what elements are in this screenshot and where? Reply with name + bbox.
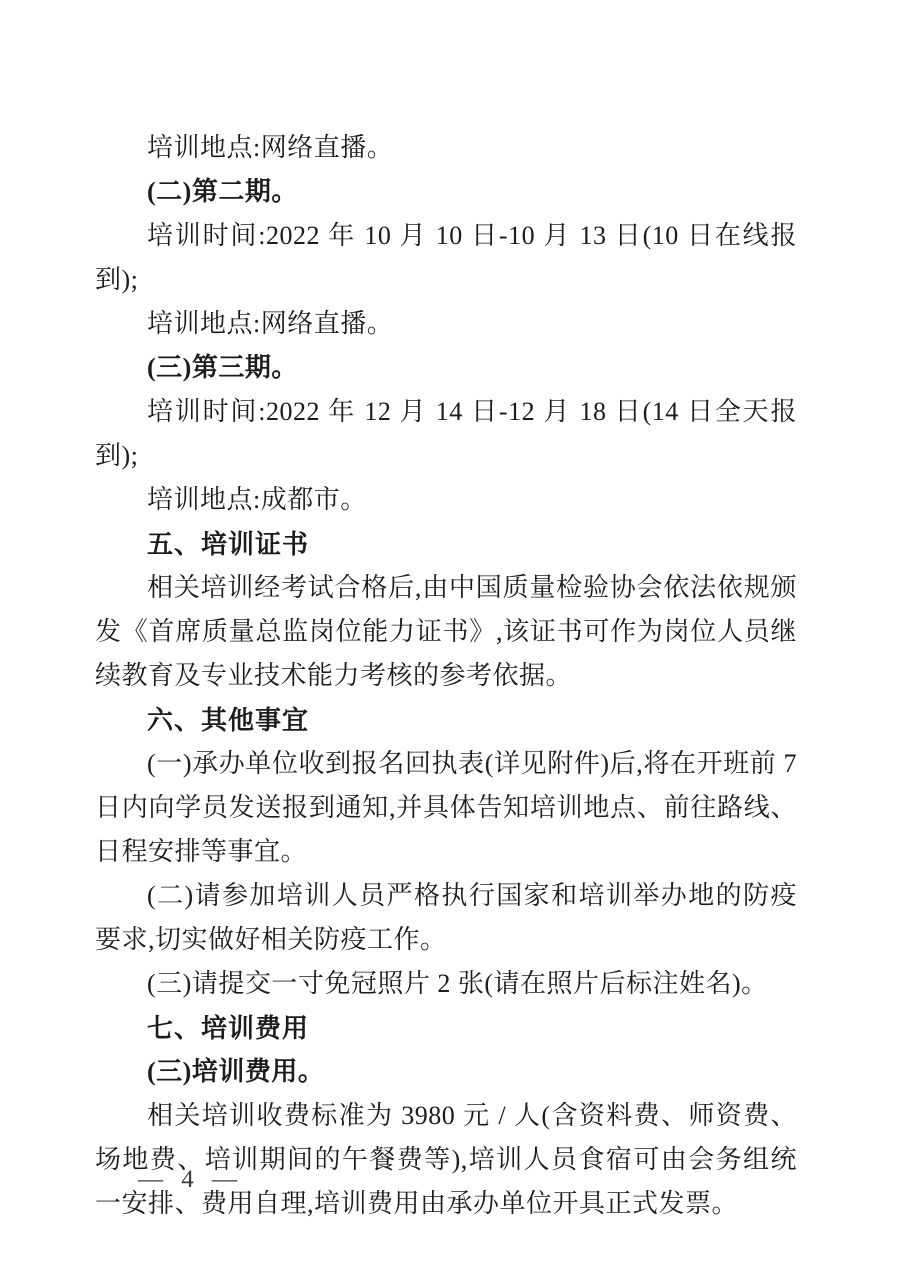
line-training-location-session1: 培训地点:网络直播。	[147, 133, 394, 162]
para-other-matters-2: (二)请参加培训人员严格执行国家和培训举办地的防疫要求,切实做好相关防疫工作。	[95, 881, 797, 954]
line-training-time-session2: 培训时间:2022 年 10 月 10 日-10 月 13 日(10 日在线报到);	[95, 221, 797, 294]
para-other-matters-3: (三)请提交一寸免冠照片 2 张(请在照片后标注姓名)。	[147, 969, 768, 998]
heading-section-5-certificate: 五、培训证书	[147, 529, 310, 559]
subheading-session-3: (三)第三期。	[147, 353, 298, 382]
line-training-time-session3: 培训时间:2022 年 12 月 14 日-12 月 18 日(14 日全天报到);	[95, 397, 797, 470]
line-training-location-session3: 培训地点:成都市。	[147, 485, 367, 514]
subheading-session-2: (二)第二期。	[147, 177, 298, 206]
para-certificate-description: 相关培训经考试合格后,由中国质量检验协会依法依规颁发《首席质量总监岗位能力证书》,该证书可作为岗位人员继续教育及专业技术能力考核的参考依据。	[95, 573, 797, 690]
document-body	[95, 126, 797, 1226]
para-other-matters-1: (一)承办单位收到报名回执表(详见附件)后,将在开班前 7 日内向学员发送报到通知,并具体告知培训地点、前往路线、日程安排等事宜。	[95, 749, 797, 866]
heading-section-6-other-matters: 六、其他事宜	[147, 705, 310, 735]
heading-section-7-training-fee: 七、培训费用	[147, 1013, 310, 1043]
line-training-location-session2: 培训地点:网络直播。	[147, 309, 394, 338]
subheading-training-fee: (三)培训费用。	[147, 1057, 325, 1086]
para-training-fee-description: 相关培训收费标准为 3980 元 / 人(含资料费、师资费、场地费、培训期间的午餐费等),培训人员食宿可由会务组统一安排、费用自理,培训费用由承办单位开具正式发票。	[95, 1101, 797, 1218]
page-number: — 4 —	[138, 1166, 243, 1193]
